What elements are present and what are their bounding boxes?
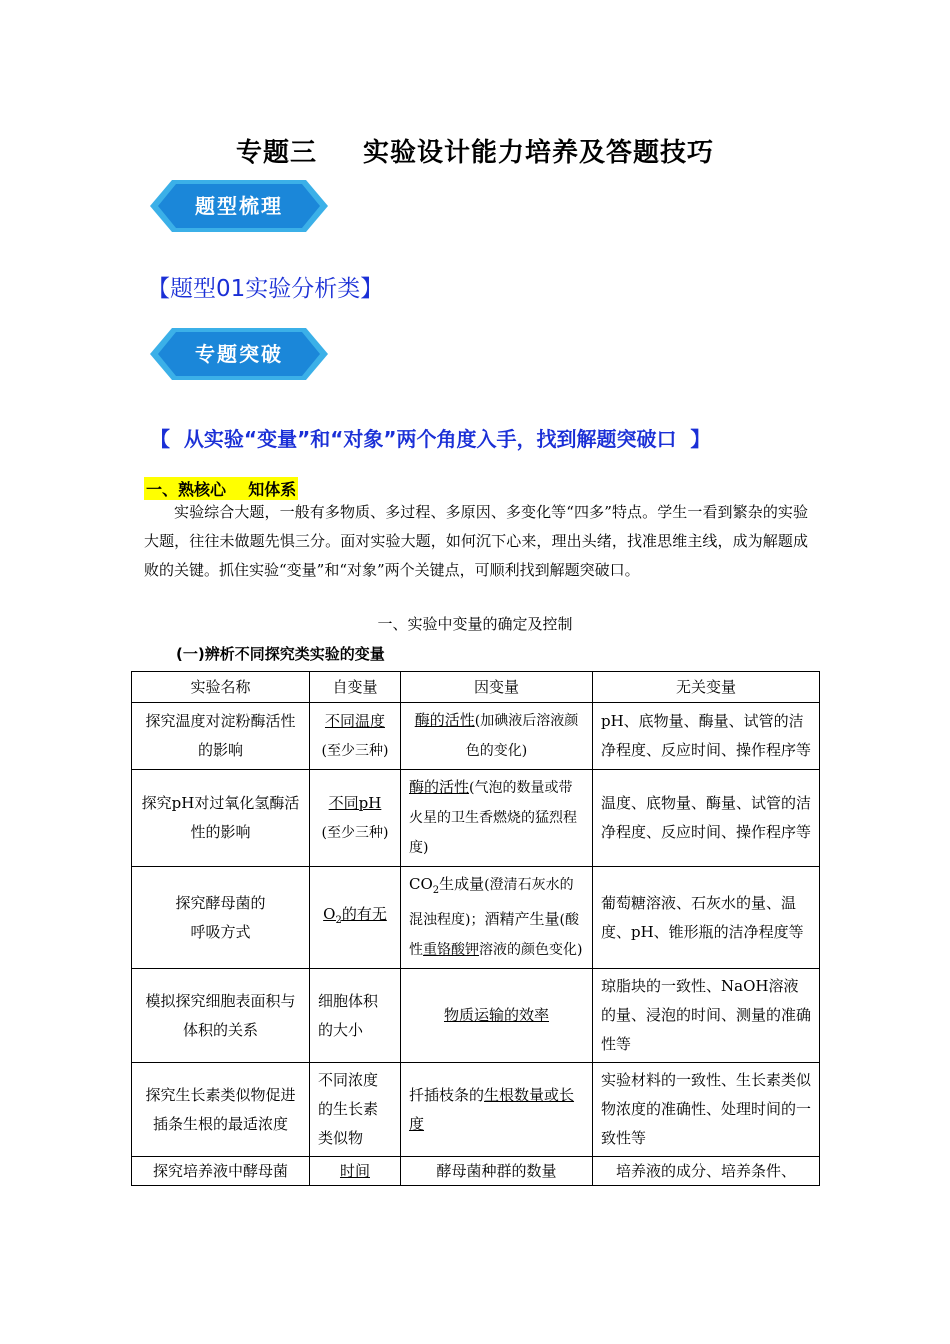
dv-amount: 生成量 (439, 875, 485, 893)
table-row (132, 770, 820, 867)
title-prefix: 专题三 (235, 138, 317, 168)
dv-main: 生根数量或长度 (409, 1085, 575, 1133)
variables-table (131, 671, 820, 1186)
dv-note: (气泡的数量或带火星的卫生香燃烧的猛烈程度) (409, 780, 577, 856)
dv-note-3: 溶液的颜色变化) (479, 942, 583, 958)
table-row (132, 1157, 820, 1186)
dv-co2: CO (409, 875, 433, 893)
control-variable: 葡萄糖溶液、石灰水的量、温度、pH、锥形瓶的洁净程度等 (593, 867, 820, 969)
header-independent-variable: 自变量 (310, 672, 401, 703)
control-variable: pH、底物量、酶量、试管的洁净程度、反应时间、操作程序等 (593, 703, 820, 770)
dependent-variable (401, 969, 593, 1063)
dv-subscript: 2 (432, 885, 440, 896)
iv-main: 不同温度 (324, 711, 385, 730)
dv-prefix: 扦插枝条的 (409, 1085, 485, 1104)
iv-main (323, 905, 387, 926)
independent-variable: 不同浓度的生长素类似物 (310, 1063, 401, 1157)
table-header-row (132, 672, 820, 703)
experiment-name: 模拟探究细胞表面积与体积的关系 (132, 969, 310, 1063)
iv-main: 时间 (339, 1162, 370, 1180)
control-variable: 实验材料的一致性、生长素类似物浓度的准确性、处理时间的一致性等 (593, 1063, 820, 1157)
header-experiment-name: 实验名称 (132, 672, 310, 703)
name-line-1: 探究酵母菌的 (175, 893, 266, 912)
control-variable: 琼脂块的一致性、NaOH溶液的量、浸泡的时间、测量的准确性等 (593, 969, 820, 1063)
type-heading: 【题型01实验分析类】 (147, 276, 384, 302)
independent-variable (310, 1157, 401, 1186)
table-heading: (一)辨析不同探究类实验的变量 (176, 645, 385, 663)
name-line-2: 呼吸方式 (190, 922, 251, 941)
dv-main: 酶的活性 (409, 778, 470, 796)
independent-variable (310, 867, 401, 969)
iv-note: (至少三种) (321, 742, 389, 759)
independent-variable (310, 770, 401, 867)
dv-main: 物质运输的效率 (443, 1006, 549, 1024)
dependent-variable (401, 770, 593, 867)
title-main: 实验设计能力培养及答题技巧 (363, 138, 715, 168)
control-variable: 温度、底物量、酶量、试管的洁净程度、反应时间、操作程序等 (593, 770, 820, 867)
iv-rest: 的有无 (341, 905, 387, 923)
experiment-name: 探究温度对淀粉酶活性的影响 (132, 703, 310, 770)
dv-note: (加碘液后溶液颜色的变化) (465, 713, 579, 759)
iv-main: 不同pH (328, 793, 382, 812)
type-review-badge (150, 180, 328, 232)
experiment-name: 探究生长素类似物促进插条生根的最适浓度 (132, 1063, 310, 1157)
header-dependent-variable: 因变量 (401, 672, 593, 703)
type-review-label: 题型梳理 (195, 194, 283, 218)
table-row (132, 969, 820, 1063)
dependent-variable: 酵母菌种群的数量 (401, 1157, 593, 1186)
dv-reagent: 重铬酸钾 (423, 942, 479, 958)
dv-note-1: (澄清石灰水的混浊程度)； (409, 877, 574, 928)
breakout-heading: 【 从实验“变量”和“对象”两个角度入手，找到解题突破口 】 (150, 427, 711, 451)
table-row (132, 1063, 820, 1157)
experiment-name: 探究培养液中酵母菌 (132, 1157, 310, 1186)
center-heading: 一、实验中变量的确定及控制 (377, 615, 573, 633)
header-control-variable: 无关变量 (593, 672, 820, 703)
experiment-name (132, 867, 310, 969)
iv-subscript: 2 (335, 915, 342, 926)
independent-variable (310, 703, 401, 770)
dv-alcohol: 酒精产生量 (484, 910, 560, 928)
dependent-variable (401, 703, 593, 770)
table-row (132, 703, 820, 770)
iv-note: (至少三种) (321, 824, 389, 841)
dependent-variable (401, 1063, 593, 1157)
experiment-name: 探究pH对过氧化氢酶活性的影响 (132, 770, 310, 867)
iv-o: O (323, 905, 336, 923)
dv-main: 酶的活性 (414, 711, 475, 729)
independent-variable: 细胞体积的大小 (310, 969, 401, 1063)
breakthrough-badge (150, 328, 328, 380)
section-heading: 一、熟核心 知体系 (144, 477, 298, 500)
document-title (0, 132, 950, 169)
intro-paragraph: 实验综合大题，一般有多物质、多过程、多原因、多变化等“四多”特点。学生一看到繁杂的实验大题，往往未做题先惧三分。面对实验大题，如何沉下心来，理出头绪，找准思维主线，成为解题成败的关键。抓住实验“变量”和“对象”两个关键点，可顺利找到解题突破口。 (144, 503, 808, 579)
table-row (132, 867, 820, 969)
breakthrough-label: 专题突破 (195, 342, 283, 366)
dependent-variable (401, 867, 593, 969)
dv-note-2: (酸性 (409, 912, 579, 958)
control-variable: 培养液的成分、培养条件、 (593, 1157, 820, 1186)
